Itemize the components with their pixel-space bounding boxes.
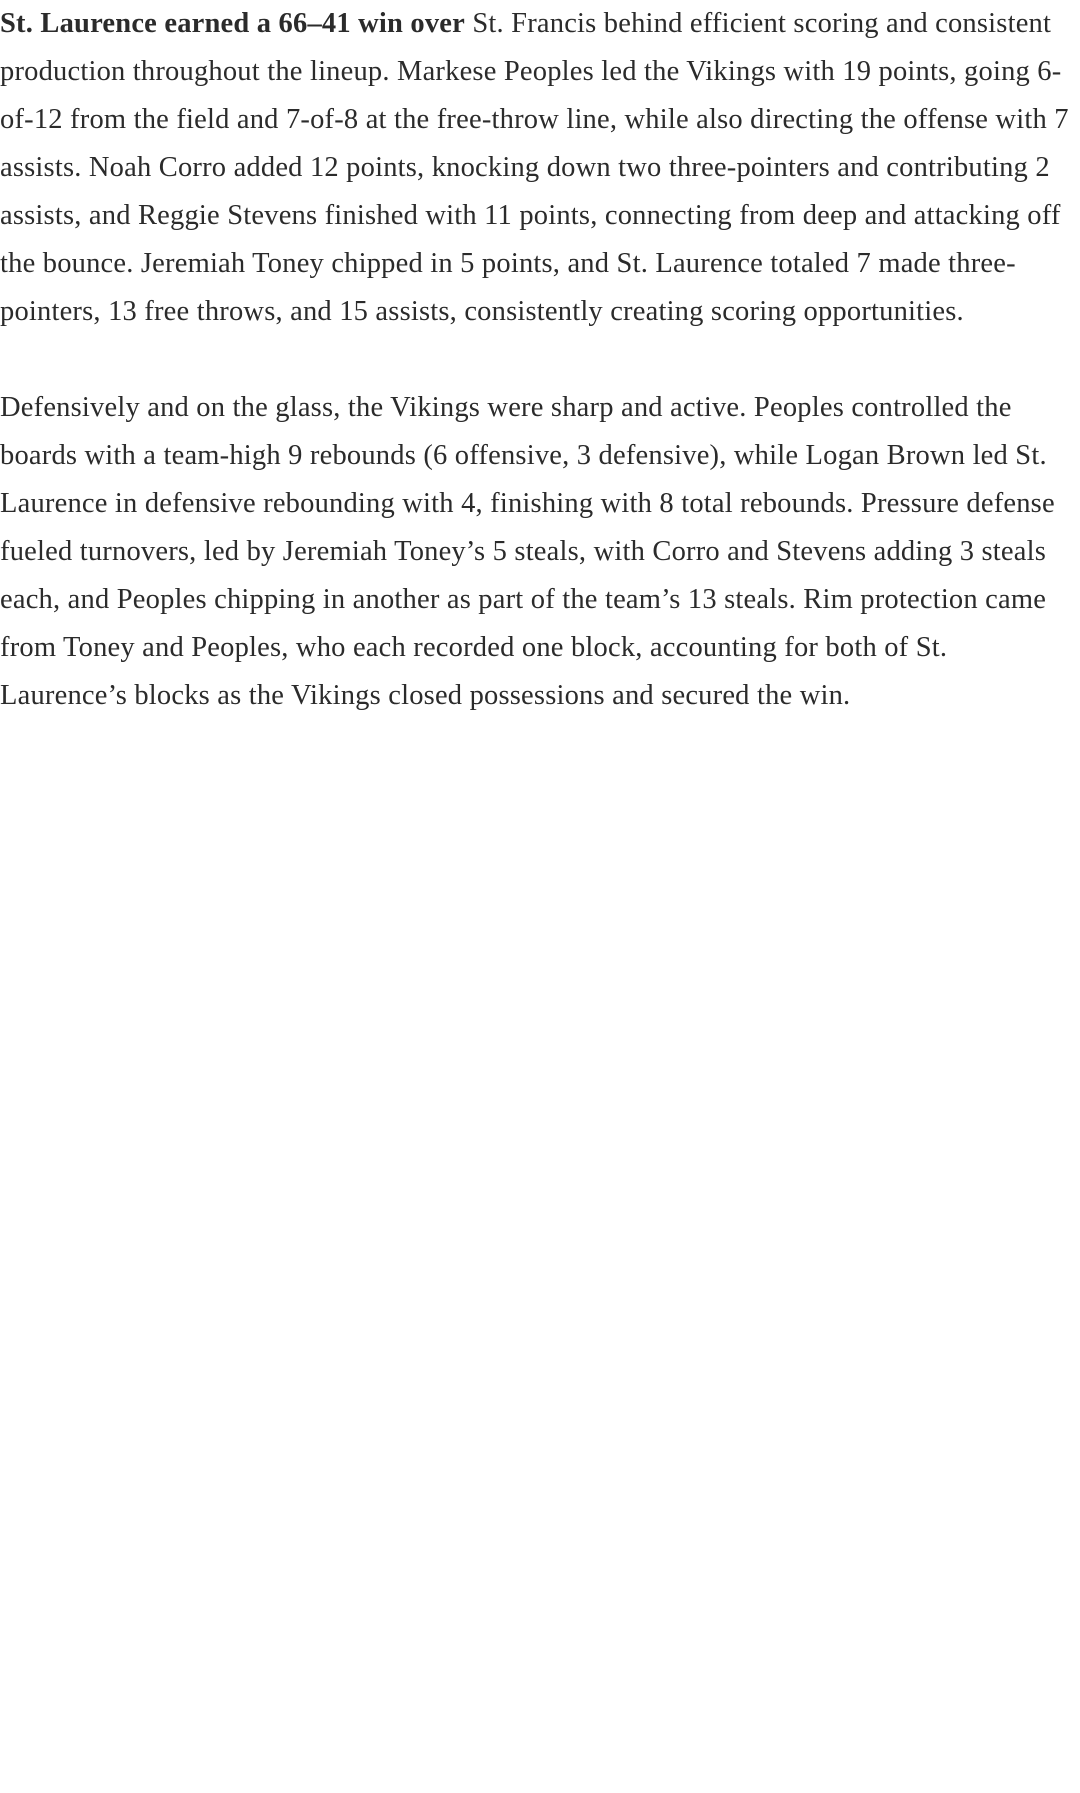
article-paragraph-2-text: Defensively and on the glass, the Vikings were sharp and active. Peoples controlled the boards with a team-high 9 rebounds (6 offensive, 3 defensive), while Logan Brown led St. Laurence in defensive rebounding with 4, finishing with 8 total rebounds. Pressure defense fueled turnovers, led by Jeremiah Toney’s 5 steals, with Corro and Stevens adding 3 steals each, and Peoples chipping in another as part of the team’s 13 steals. Rim protection came from Toney and Peoples, who each recorded one block, accounting for both of St. Laurence’s blocks as the Vikings closed possessions and secured the win. [0,392,1055,711]
article-lede: St. Laurence earned a 66–41 win over [0,8,466,39]
article-paragraph-2 [0,384,1080,720]
article-paragraph-1-text: St. Francis behind efficient scoring and consistent production throughout the lineup. Markese Peoples led the Vikings with 19 points, going 6-of-12 from the field and 7-of-8 at the free-throw line, while also directing the offense with 7 assists. Noah Corro added 12 points, knocking down two three-pointers and contributing 2 assists, and Reggie Stevens finished with 11 points, connecting from deep and attacking off the bounce. Jeremiah Toney chipped in 5 points, and St. Laurence totaled 7 made three-pointers, 13 free throws, and 15 assists, consistently creating scoring opportunities. [0,8,1069,327]
article-paragraph-1 [0,0,1080,336]
article-body [0,0,1080,768]
